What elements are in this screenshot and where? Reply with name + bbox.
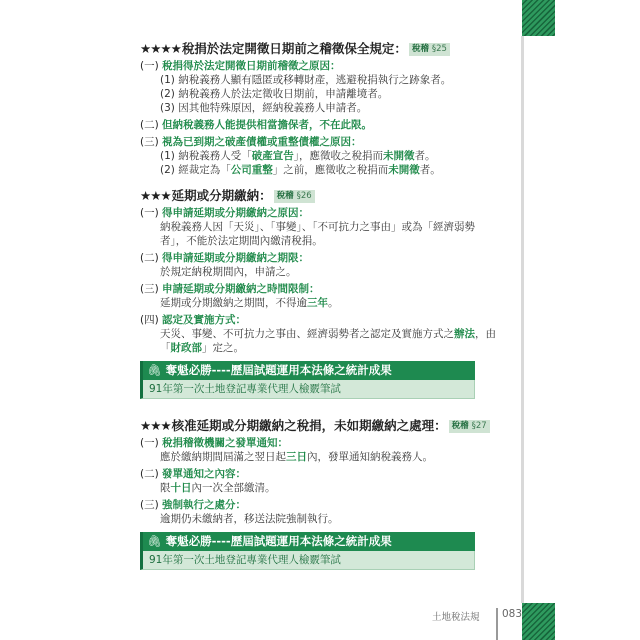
- list-item: (2) 經裁定為「公司重整」之前，應徵收之稅捐而未開徵者。: [160, 164, 441, 176]
- list-item: (3) 因其他特殊原因，經納稅義務人申請者。: [160, 102, 368, 114]
- law-reference-tag: 稅稽 §27: [449, 420, 490, 433]
- subheading: (一) 得申請延期或分期繳納之原因：: [140, 207, 310, 219]
- paragraph-line: 於規定納稅期間內，申請之。: [160, 266, 297, 278]
- paragraph-line: 者」，不能於法定期間內繳清稅捐。: [160, 235, 323, 247]
- subheading: (四) 認定及實施方式：: [140, 314, 247, 326]
- subheading: (二) 發單通知之內容：: [140, 468, 247, 480]
- page-edge-line: [521, 36, 524, 603]
- footer-divider: [496, 608, 498, 640]
- page-content: [140, 40, 496, 570]
- subheading: (三) 視為已到期之破產債權或重整債權之原因：: [140, 136, 362, 148]
- paperclip-icon: 🖇︎: [147, 363, 162, 377]
- list-item: (1) 納稅義務人顯有隱匿或移轉財產，逃避稅捐執行之跡象者。: [160, 74, 452, 86]
- star-rating: ★★★★: [140, 41, 181, 56]
- subheading: (三) 強制執行之處分：: [140, 499, 247, 511]
- exam-name: 91年第一次土地登記專業代理人檢覈筆試: [140, 551, 475, 570]
- subheading: (一) 稅捐得於法定開徵日期前稽徵之原因：: [140, 60, 341, 72]
- banner-title: 🖇︎ 奪魁必勝----歷屆試題運用本法條之統計成果: [140, 361, 475, 380]
- banner-title: 🖇︎ 奪魁必勝----歷屆試題運用本法條之統計成果: [140, 532, 475, 551]
- section-heading-25: ★★★★稅捐於法定開徵日期前之稽徵保全規定： 稅稽 §25: [140, 40, 476, 57]
- star-rating: ★★★: [140, 188, 171, 203]
- paragraph-line: 「財政部」定之。: [160, 342, 244, 354]
- subheading: (二) 但納稅義務人能提供相當擔保者，不在此限。: [140, 119, 373, 131]
- exam-name: 91年第一次土地登記專業代理人檢覈筆試: [140, 380, 475, 399]
- law-reference-tag: 稅稽 §25: [409, 43, 450, 56]
- chapter-tab-top: [522, 0, 555, 36]
- subheading: (一) 稅捐稽徵機關之發單通知：: [140, 437, 289, 449]
- section-heading-27: ★★★核准延期或分期繳納之稅捐，未如期繳納之處理： 稅稽 §27: [140, 417, 476, 434]
- star-rating: ★★★: [140, 418, 171, 433]
- book-title: 土地稅法規: [432, 612, 480, 623]
- exam-statistics-banner: [140, 532, 475, 570]
- exam-statistics-banner: [140, 361, 475, 399]
- section-heading-26: ★★★延期或分期繳納： 稅稽 §26: [140, 187, 476, 204]
- subheading: (三) 申請延期或分期繳納之時間限制：: [140, 283, 320, 295]
- paragraph-line: 逾期仍未繳納者，移送法院強制執行。: [160, 513, 339, 525]
- paperclip-icon: 🖇︎: [147, 534, 162, 548]
- subheading: (二) 得申請延期或分期繳納之期限：: [140, 252, 310, 264]
- page-number: 083: [502, 608, 523, 620]
- list-item: (1) 納稅義務人受「破產宣告」，應徵收之稅捐而未開徵者。: [160, 150, 436, 162]
- list-item: (2) 納稅義務人於法定徵收日期前，申請離境者。: [160, 88, 389, 100]
- paragraph-line: 延期或分期繳納之期間，不得逾三年。: [160, 297, 339, 309]
- paragraph-line: 納稅義務人因「天災」、「事變」、「不可抗力之事由」或為「經濟弱勢: [160, 221, 475, 233]
- paragraph-line: 限十日內一次全部繳清。: [160, 482, 276, 494]
- paragraph-line: 天災、事變、不可抗力之事由、經濟弱勢者之認定及實施方式之辦法，由: [160, 328, 496, 340]
- paragraph-line: 應於繳納期間屆滿之翌日起三日內，發單通知納稅義務人。: [160, 451, 433, 463]
- chapter-tab-bottom: [522, 603, 555, 640]
- law-reference-tag: 稅稽 §26: [274, 190, 315, 203]
